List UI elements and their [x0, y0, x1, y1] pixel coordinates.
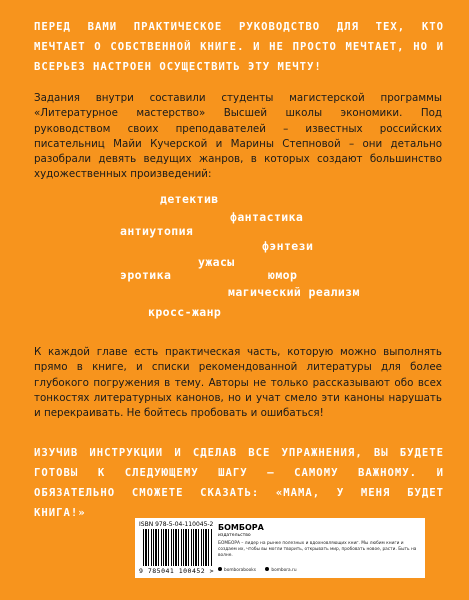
outro-text: ИЗУЧИВ ИНСТРУКЦИИ И СДЕЛАВ ВСЕ УПРАЖНЕНИЯ, ВЫ БУДЕТЕ ГОТОВЫ К СЛЕДУЮЩЕМУ ШАГУ – САМОМУ ВАЖНОМУ. И ОБЯЗАТЕЛЬНО СМОЖЕТЕ СКАЗАТЬ: «МАМА, У МЕНЯ БУДЕТ КНИГА!»	[34, 447, 444, 519]
social-handle: bomborabooks	[224, 567, 257, 573]
practice-paragraph: К каждой главе есть практическая часть, которую можно выполнять прямо в книге, и списки рекомендованной литературы для более глубокого погружения в тему. Авторы не только рассказывают обо всех тонкостях литературных канонов, но и учат смело эти каноны нарушать и перекраивать. Не бойтесь пробовать и ошибаться!	[34, 346, 442, 420]
intro-text: ПЕРЕД ВАМИ ПРАКТИЧЕСКОЕ РУКОВОДСТВО ДЛЯ ТЕХ, КТО МЕЧТАЕТ О СОБСТВЕННОЙ КНИГЕ. И НЕ ПРОСТО МЕЧТАЕТ, НО И ВСЕРЬЕЗ НАСТРОЕН ОСУЩЕСТВИТЬ ЭТУ МЕЧТУ!	[34, 21, 444, 73]
barcode-image	[143, 529, 213, 566]
genre-dystopia: антиутопия	[120, 224, 194, 238]
genre-fantasy: фэнтези	[262, 239, 314, 253]
social-item	[218, 568, 256, 573]
web-icon	[265, 567, 269, 571]
description-paragraph: Задания внутри составили студенты магистерской программы «Литературное мастерство» Высшей школы экономики. Под руководством своих преподавателей – известных российских писательниц Майи Кучерской и Марины Степновой – они детально разобрали девять ведущих жанров, в которых создают большинство художественных произведений:	[34, 92, 442, 181]
publisher-logo: БОМБОРА	[218, 523, 264, 532]
social-icon	[218, 567, 222, 571]
isbn-label: ISBN 978-5-04-110045-2	[139, 521, 214, 528]
genre-detective: детектив	[160, 192, 219, 206]
publisher-footer	[135, 518, 425, 578]
genre-humor: юмор	[268, 268, 298, 282]
barcode-digits: 9 785041 100452 >	[139, 567, 215, 575]
social-links	[218, 567, 305, 573]
genre-erotica: эротика	[120, 268, 172, 282]
website-url: bombora.ru	[271, 567, 297, 573]
genre-cross-genre: кросс-жанр	[148, 305, 222, 319]
website-item	[265, 568, 296, 573]
genre-horror: ужасы	[198, 255, 235, 269]
publisher-description: БОМБОРА – лидер на рынке полезных и вдохновляющих книг. Мы любим книги и создаем их, чтобы вы могли творить, открывать мир, пробовать новое, расти. Быть на волне.	[218, 541, 417, 558]
publisher-subtitle: издательство	[218, 533, 251, 538]
genre-sci-fi: фантастика	[230, 210, 304, 224]
genre-magical-realism: магический реализм	[228, 285, 360, 299]
